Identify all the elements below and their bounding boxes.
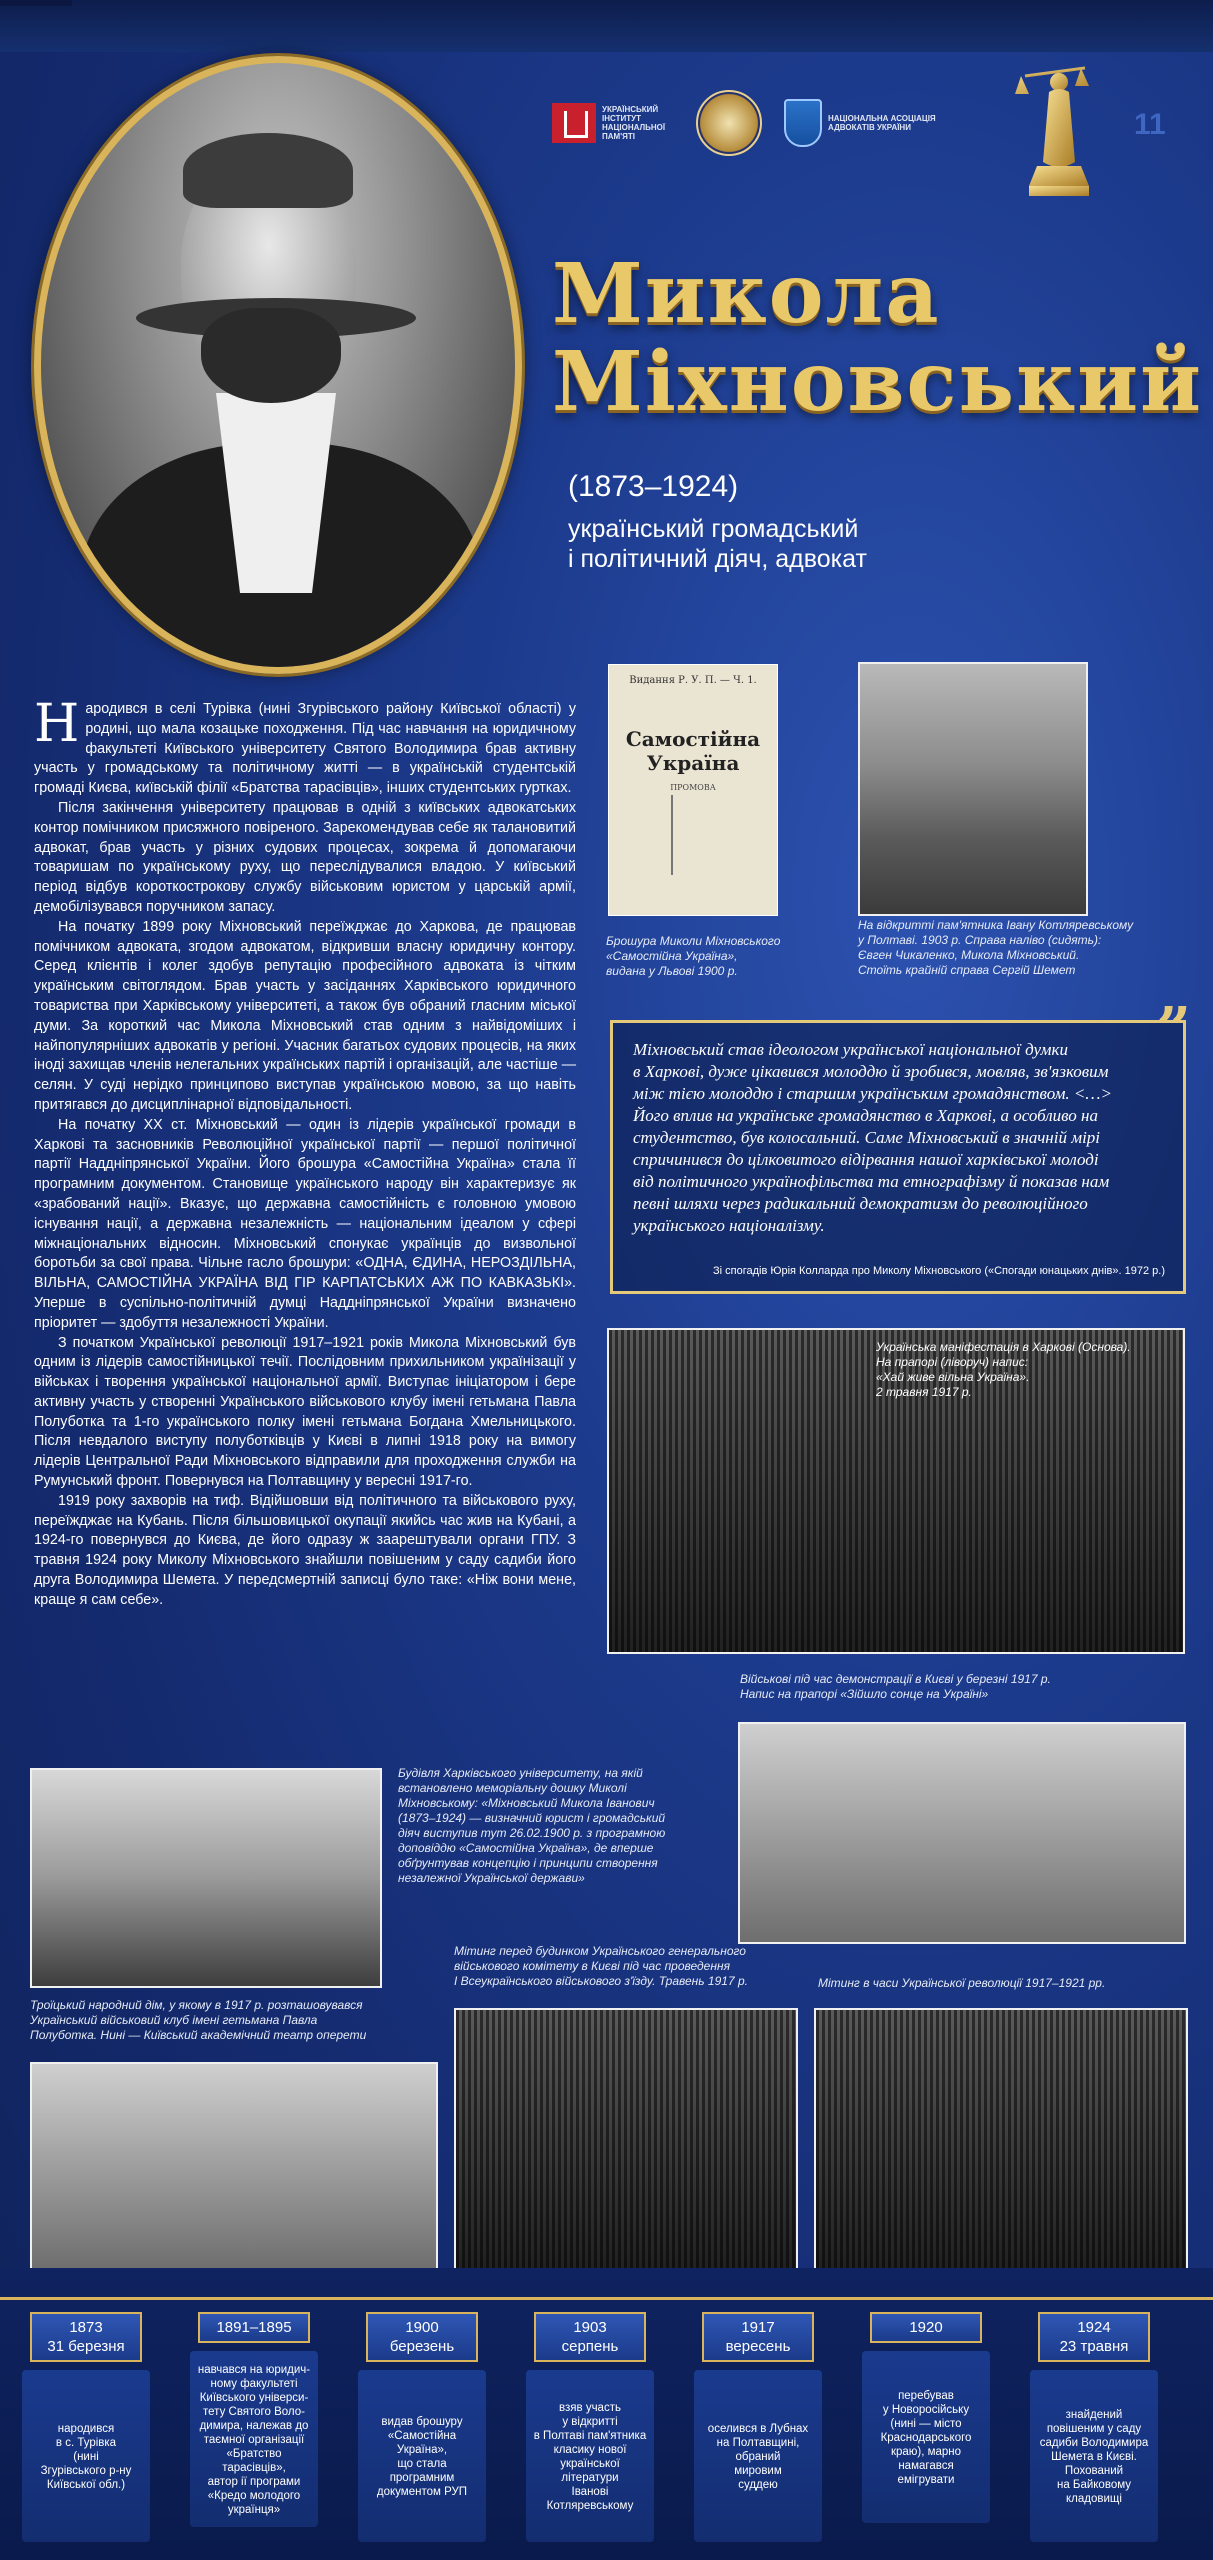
- kharkiv-caption: Українська маніфестація в Харкові (Основа). На прапорі (ліворуч) напис: «Хай живе вільна Україна». 2 травня 1917 р.: [876, 1340, 1131, 1399]
- memoir-quote: [610, 995, 1191, 1294]
- timeline-date: 1924 23 травня: [1038, 2312, 1150, 2362]
- timeline-item: [862, 2312, 990, 2523]
- timeline-description: знайдений повішеним у саду садиби Володимира Шемета в Києві. Похований на Байковому кладовищі: [1030, 2370, 1158, 2542]
- institute-logo: [552, 103, 674, 143]
- quote-mark-icon: ”: [1156, 995, 1191, 1065]
- seal-emblem-icon: [696, 90, 762, 156]
- revolution-photo: [814, 2008, 1188, 2272]
- brochure-cover-image: [608, 664, 778, 916]
- quote-text: Міхновський став ідеологом української національної думки в Харкові, дуже цікавився молоддю й зробився, мовляв, зв'язковим між тією молоддю і старшим українським громадянством. <…> Його вплив на українське громадянство в Харкові, а особливо на студентство, був колосальний. Саме Міхновський в значній мірі спричинився до цілковитого відірвання нашої харківської молоді від політичного українофільства та етнографізму й показав нам певні шляхи через радикальний демократизм до революційного українського націоналізму.: [633, 1040, 1112, 1235]
- name-last: Міхновський: [552, 334, 1203, 430]
- timeline-description: оселився в Лубнах на Полтавщині, обраний мировим суддею: [694, 2370, 822, 2542]
- timeline-description: взяв участь у відкритті в Полтаві пам'ятника класику нової української літератури Іванові Котляревському: [526, 2370, 654, 2542]
- troitsky-caption: Троїцький народний дім, у якому в 1917 р. розташовувався Український військовий клуб імені гетьмана Павла Полуботка. Нині — Київський академічний театр оперети: [30, 1998, 367, 2042]
- quote-source: Зі спогадів Юрія Колларда про Миколу Міхновського («Спогади юнацьких днів». 1972 р.): [712, 1265, 1165, 1277]
- troitsky-house-photo: [30, 2062, 438, 2272]
- timeline-date: 1900 березень: [366, 2312, 478, 2362]
- bio-paragraph-1: ародився в селі Турівка (нині Згурівського району Київської області) у родині, що мала козацьке походження. Під час навчання на юридичному факультеті Київського університету Святого Володимира брав активну участь у громадському та політичному житті — в українській студентській громаді Києва, київській філії «Братства тарасівців», інших студентських гуртках.: [34, 701, 576, 797]
- timeline-description: народився в с. Турівка (нині Згурівського р-ну Київської обл.): [22, 2370, 150, 2542]
- timeline-description: перебував у Новоросійську (нині — місто Краснодарського краю), марно намагався емігрувати: [862, 2351, 990, 2523]
- timeline-date: 1903 серпень: [534, 2312, 646, 2362]
- kyiv-soldiers-photo: [738, 1722, 1186, 1944]
- group-photo: [858, 662, 1088, 916]
- themis-statue-icon: [1015, 46, 1103, 206]
- timeline-item: [694, 2312, 822, 2542]
- timeline-description: навчався на юридич- ному факультеті Київського універси- тету Святого Воло- димира, належав до таємної організації «Братство тарасівців», автор ії програми «Кредо молодого українця»: [190, 2351, 318, 2527]
- timeline-item: [526, 2312, 654, 2542]
- rally-caption: Мітинг перед будинком Українського генерального військового комітету в Києві під час проведення І Всеукраїнського військового з'їзду. Травень 1917 р.: [454, 1944, 748, 1988]
- timeline-date: 1917 вересень: [702, 2312, 814, 2362]
- biography-text: [34, 694, 576, 1611]
- logos-row: [552, 88, 948, 158]
- corner-strip: [0, 0, 72, 6]
- portrait-photo: [34, 56, 522, 674]
- name-first: Микола: [552, 246, 941, 342]
- brochure-subtitle: ПРОМОВА: [670, 783, 716, 792]
- rally-photo: [454, 2008, 798, 2272]
- life-years: (1873–1924): [568, 470, 739, 503]
- bar-association-logo: [784, 99, 948, 147]
- bar-shield-icon: [784, 99, 822, 147]
- timeline-date: 1891–1895: [198, 2312, 310, 2343]
- bio-paragraph-6: 1919 року захворів на тиф. Відійшовши від політичного та військового руху, переїжджає на Кубань. Після більшовицької окупації якийсь час жив на Кубані, а 1924-го повернувся до Києва, де його одразу ж заарештували органи ГПУ. З травня 1924 року Миколу Міхновського знайшли повішеним у саду садиби його друга Володимира Шемета. У передсмертній записці було таке: «Ніж вони мене, краще я сам себе».: [34, 1492, 576, 1608]
- bio-paragraph-3: На початку 1899 року Міхновський переїжджає до Харкова, де працював помічником адвоката, згодом адвокатом, відкривши власну юридичну контору. Серед клієнтів і колег здобув репутацію професійного адвоката із чітким українським світоглядом. Брав участь у засіданнях Харківського юридичного товариства при Харківському університеті, а також був обраний гласним міської думи. За короткий час Микола Міхновський став одним з найвідоміших і найпопулярніших адвокатів у регіоні. Учасник багатьох судових процесів, на яких іноді захищав членів нелегальних українських партій і організацій, але частіше — селян. У суді нерідко принципово виступав українською мовою, за що навіть притягався до дисциплінарної відповідальності.: [34, 918, 576, 1113]
- lily-ornament-icon: [671, 795, 713, 875]
- university-caption: Будівля Харківського університету, на якій встановлено меморіальну дошку Миколі Міхновському: «Міхновський Микола Іванович (1873–1924) — визначний юрист і громадський діяч виступив тут 26.02.1900 р. з програмною доповіддю «Самостійна Україна», де вперше обґрунтував концепцію і принципи створення незалежної Української держави»: [398, 1766, 666, 1885]
- bio-paragraph-4: На початку XX ст. Міхновський — один із лідерів української громади в Харкові та засновників Революційної української партії — першої політичної партії Наддніпрянської України. Його брошура «Самостійна Україна» стала її програмним документом. Становище українського народу він характеризує як «зрабований нації». Вказує, що державна самостійність є головною умовою існування нації, а державна незалежність — національним ідеалом у сфері міжнаціональних відносин. Міхновський спонукає українців до визвольної боротьби за свої права. Чільне гасло брошури: «ОДНА, ЄДИНА, НЕРОЗДІЛЬНА, ВІЛЬНА, САМОСТІЙНА УКРАЇНА ВІД ГІР КАРПАТСЬКИХ АЖ ПО КАВКАЗЬКІ». Уперше в суспільно-політичній думці Наддніпрянської України визначено пріоритет — здобуття незалежності України.: [34, 1116, 576, 1331]
- brochure-header: Видання Р. У. П. — Ч. 1.: [629, 675, 757, 686]
- brochure-caption: Брошура Миколи Міхновського «Самостійна Україна», видана у Львові 1900 р.: [606, 934, 781, 978]
- kyiv-soldiers-caption: Військові під час демонстрації в Києві у березні 1917 р. Напис на прапорі «Зійшло сонце на Україні»: [740, 1672, 1051, 1701]
- person-role: український громадський і політичний діяч, адвокат: [568, 515, 867, 573]
- brochure-title: Самостійна Україна: [625, 727, 761, 775]
- timeline-description: видав брошуру «Самостійна Україна», що стала програмним документом РУП: [358, 2370, 486, 2542]
- top-band: [0, 0, 1213, 52]
- revolution-caption: Мітинг в часи Української революції 1917–1921 рр.: [818, 1976, 1106, 1990]
- timeline-date: 1920: [870, 2312, 982, 2343]
- page-number: 11: [1134, 108, 1166, 141]
- bar-logo-text: НАЦІОНАЛЬНА АСОЦІАЦІЯ АДВОКАТІВ УКРАЇНИ: [828, 114, 936, 132]
- kharkiv-university-photo: [30, 1768, 382, 1988]
- institute-logo-text: УКРАЇНСЬКИЙ ІНСТИТУТ НАЦІОНАЛЬНОЇ ПАМ'ЯТІ: [602, 105, 666, 141]
- timeline-line: [0, 2297, 1213, 2300]
- person-name: [552, 246, 1203, 430]
- bio-paragraph-5: З початком Української революції 1917–1921 років Микола Міхновський був одним із лідерів самостійницької течії. Послідовним прихильником українізації у військах і творення української національної армії. Виступає ініціатором і бере активну участь у створенні Українського військового клубу імені гетьмана Павла Полуботка та 1-го українського полку імені гетьмана Богдана Хмельницького. Після невдалого виступу полуботківців у Києві в липні 1918 року на вимогу лідерів Центральної Ради Міхновського відправили для проходження служби на Румунський фронт. Повернувся на Полтавщину у вересні 1917-го.: [34, 1334, 576, 1490]
- timeline-item: [358, 2312, 486, 2542]
- bio-paragraph-2: Після закінчення університету працював в одній з київських адвокатських контор помічником присяжного повіреного. Зарекомендував себе як талановитий адвокат, брав участь у різних судових процесах, зокрема й допомагаючи товаришам по українському руху, що переслідувалися владою. У київський період відбув короткострокову службу військовим юристом у царській армії, демобілізувався поручником запасу.: [34, 799, 576, 915]
- timeline-date: 1873 31 березня: [30, 2312, 142, 2362]
- institute-emblem-icon: [552, 103, 596, 143]
- timeline-item: [1030, 2312, 1158, 2542]
- group-photo-caption: На відкритті пам'ятника Івану Котляревському у Полтаві. 1903 р. Справа наліво (сидять): Євген Чикаленко, Микола Міхновський. Стоїть крайній справа Сергій Шемет: [858, 918, 1134, 977]
- timeline-item: [190, 2312, 318, 2527]
- drop-cap: Н: [34, 694, 80, 754]
- timeline-item: [22, 2312, 150, 2542]
